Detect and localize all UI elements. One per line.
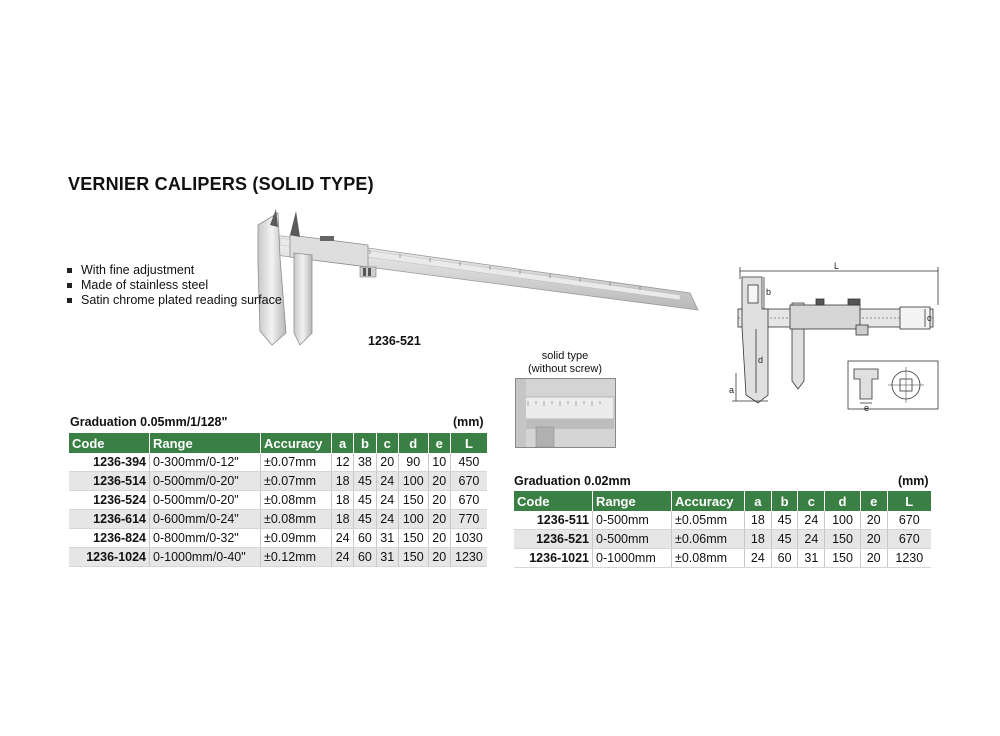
table-row — [514, 549, 931, 568]
table-cell: ±0.08mm — [672, 549, 745, 568]
table-cell: 12 — [332, 453, 354, 472]
table-row — [69, 529, 487, 548]
table-cell: ±0.08mm — [261, 510, 332, 529]
col-header: L — [450, 433, 487, 453]
table-row — [69, 491, 487, 510]
col-header: Accuracy — [672, 491, 745, 511]
table-cell: 150 — [825, 549, 861, 568]
table-cell: 1230 — [450, 548, 487, 567]
table-cell: 90 — [398, 453, 428, 472]
solid-type-caption — [515, 350, 615, 376]
table-cell: 0-800mm/0-32" — [150, 529, 261, 548]
col-header: L — [887, 491, 931, 511]
table-row — [514, 530, 931, 549]
col-header: e — [428, 433, 450, 453]
table-cell: 0-1000mm — [593, 549, 672, 568]
table-cell: 20 — [860, 511, 887, 530]
table-cell: 20 — [860, 549, 887, 568]
table-cell: 0-600mm/0-24" — [150, 510, 261, 529]
spec-table-2 — [514, 491, 931, 568]
col-header: d — [398, 433, 428, 453]
table-cell: 24 — [376, 472, 398, 491]
product-code-cell: 1236-524 — [69, 491, 150, 510]
table-cell: 20 — [428, 472, 450, 491]
col-header: b — [354, 433, 376, 453]
col-header: Range — [150, 433, 261, 453]
product-code-cell: 1236-1021 — [514, 549, 593, 568]
table-cell: ±0.12mm — [261, 548, 332, 567]
table-cell: 1230 — [887, 549, 931, 568]
dim-label-d: d — [758, 355, 764, 365]
table-cell: 0-500mm/0-20" — [150, 491, 261, 510]
dimension-diagram — [728, 255, 948, 415]
table-cell: 20 — [428, 510, 450, 529]
table-cell: 0-500mm/0-20" — [150, 472, 261, 491]
table-cell: 0-500mm — [593, 511, 672, 530]
table-row — [69, 548, 487, 567]
table-cell: 150 — [398, 491, 428, 510]
table-cell: 60 — [771, 549, 798, 568]
table-cell: 45 — [354, 472, 376, 491]
table-cell: 0-500mm — [593, 530, 672, 549]
table-cell: 45 — [771, 530, 798, 549]
table-cell: 0-1000mm/0-40" — [150, 548, 261, 567]
col-header: d — [825, 491, 861, 511]
table-cell: 150 — [398, 529, 428, 548]
col-header: a — [332, 433, 354, 453]
table-cell: 60 — [354, 548, 376, 567]
feature-item: Satin chrome plated reading surface — [67, 293, 282, 308]
solid-type-line: solid type — [541, 350, 589, 362]
table-cell: 450 — [450, 453, 487, 472]
table-cell: 18 — [332, 491, 354, 510]
col-header: Range — [593, 491, 672, 511]
product-code-cell: 1236-521 — [514, 530, 593, 549]
col-header: a — [745, 491, 772, 511]
product-code-cell: 1236-614 — [69, 510, 150, 529]
feature-list — [67, 263, 282, 308]
feature-item: Made of stainless steel — [67, 278, 282, 293]
table-cell: 20 — [428, 491, 450, 510]
model-label: 1236-521 — [368, 334, 421, 348]
col-header: b — [771, 491, 798, 511]
table-cell: 31 — [376, 548, 398, 567]
table-cell: 670 — [887, 511, 931, 530]
table-cell: 45 — [771, 511, 798, 530]
product-code-cell: 1236-394 — [69, 453, 150, 472]
table-cell: 18 — [745, 530, 772, 549]
dim-label-e: e — [864, 403, 870, 413]
table-cell: 150 — [398, 548, 428, 567]
table-cell: 20 — [376, 453, 398, 472]
table-cell: 31 — [376, 529, 398, 548]
col-header: c — [376, 433, 398, 453]
spec-table-1 — [69, 433, 487, 567]
table-row — [69, 453, 487, 472]
col-header: Code — [69, 433, 150, 453]
table-cell: 670 — [450, 472, 487, 491]
dim-label-a: a — [729, 385, 735, 395]
col-header: c — [798, 491, 825, 511]
dim-label-L: L — [834, 261, 840, 271]
table-cell: 0-300mm/0-12" — [150, 453, 261, 472]
table-cell: 670 — [450, 491, 487, 510]
table-header-row — [69, 433, 487, 453]
product-code-cell: 1236-511 — [514, 511, 593, 530]
table-cell: 10 — [428, 453, 450, 472]
dim-label-c: c — [927, 313, 932, 323]
solid-type-inset-image — [515, 378, 616, 448]
table1-graduation: Graduation 0.05mm/1/128" — [70, 415, 228, 429]
table-cell: 100 — [398, 510, 428, 529]
table-cell: 18 — [332, 472, 354, 491]
table-cell: 100 — [825, 511, 861, 530]
col-header: Accuracy — [261, 433, 332, 453]
table-cell: 24 — [376, 510, 398, 529]
table-cell: ±0.05mm — [672, 511, 745, 530]
feature-item: With fine adjustment — [67, 263, 282, 278]
table1-unit: (mm) — [453, 415, 484, 429]
table-row — [514, 511, 931, 530]
table-cell: 150 — [825, 530, 861, 549]
table-cell: 24 — [798, 511, 825, 530]
table-cell: ±0.06mm — [672, 530, 745, 549]
table-header-row — [514, 491, 931, 511]
table-row — [69, 510, 487, 529]
product-code-cell: 1236-1024 — [69, 548, 150, 567]
table-cell: 770 — [450, 510, 487, 529]
table2-unit: (mm) — [898, 474, 929, 488]
table-cell: 24 — [332, 529, 354, 548]
table-row — [69, 472, 487, 491]
table-cell: 38 — [354, 453, 376, 472]
table-cell: 20 — [860, 530, 887, 549]
table-cell: 670 — [887, 530, 931, 549]
table-cell: 24 — [798, 530, 825, 549]
dim-label-b: b — [766, 287, 772, 297]
table-cell: 24 — [332, 548, 354, 567]
table2-graduation: Graduation 0.02mm — [514, 474, 631, 488]
table-cell: 1030 — [450, 529, 487, 548]
table-cell: 20 — [428, 548, 450, 567]
table-cell: ±0.07mm — [261, 453, 332, 472]
product-code-cell: 1236-824 — [69, 529, 150, 548]
table-cell: ±0.09mm — [261, 529, 332, 548]
solid-type-line: (without screw) — [528, 363, 602, 375]
col-header: e — [860, 491, 887, 511]
table-cell: 45 — [354, 491, 376, 510]
table-cell: ±0.07mm — [261, 472, 332, 491]
table-cell: 20 — [428, 529, 450, 548]
col-header: Code — [514, 491, 593, 511]
caliper-image — [250, 205, 705, 355]
product-code-cell: 1236-514 — [69, 472, 150, 491]
table-cell: 18 — [332, 510, 354, 529]
table-cell: 31 — [798, 549, 825, 568]
table-cell: 100 — [398, 472, 428, 491]
table-cell: 24 — [376, 491, 398, 510]
table-cell: ±0.08mm — [261, 491, 332, 510]
page-title: VERNIER CALIPERS (SOLID TYPE) — [68, 174, 374, 194]
table-cell: 24 — [745, 549, 772, 568]
table-cell: 18 — [745, 511, 772, 530]
table-cell: 60 — [354, 529, 376, 548]
table-cell: 45 — [354, 510, 376, 529]
